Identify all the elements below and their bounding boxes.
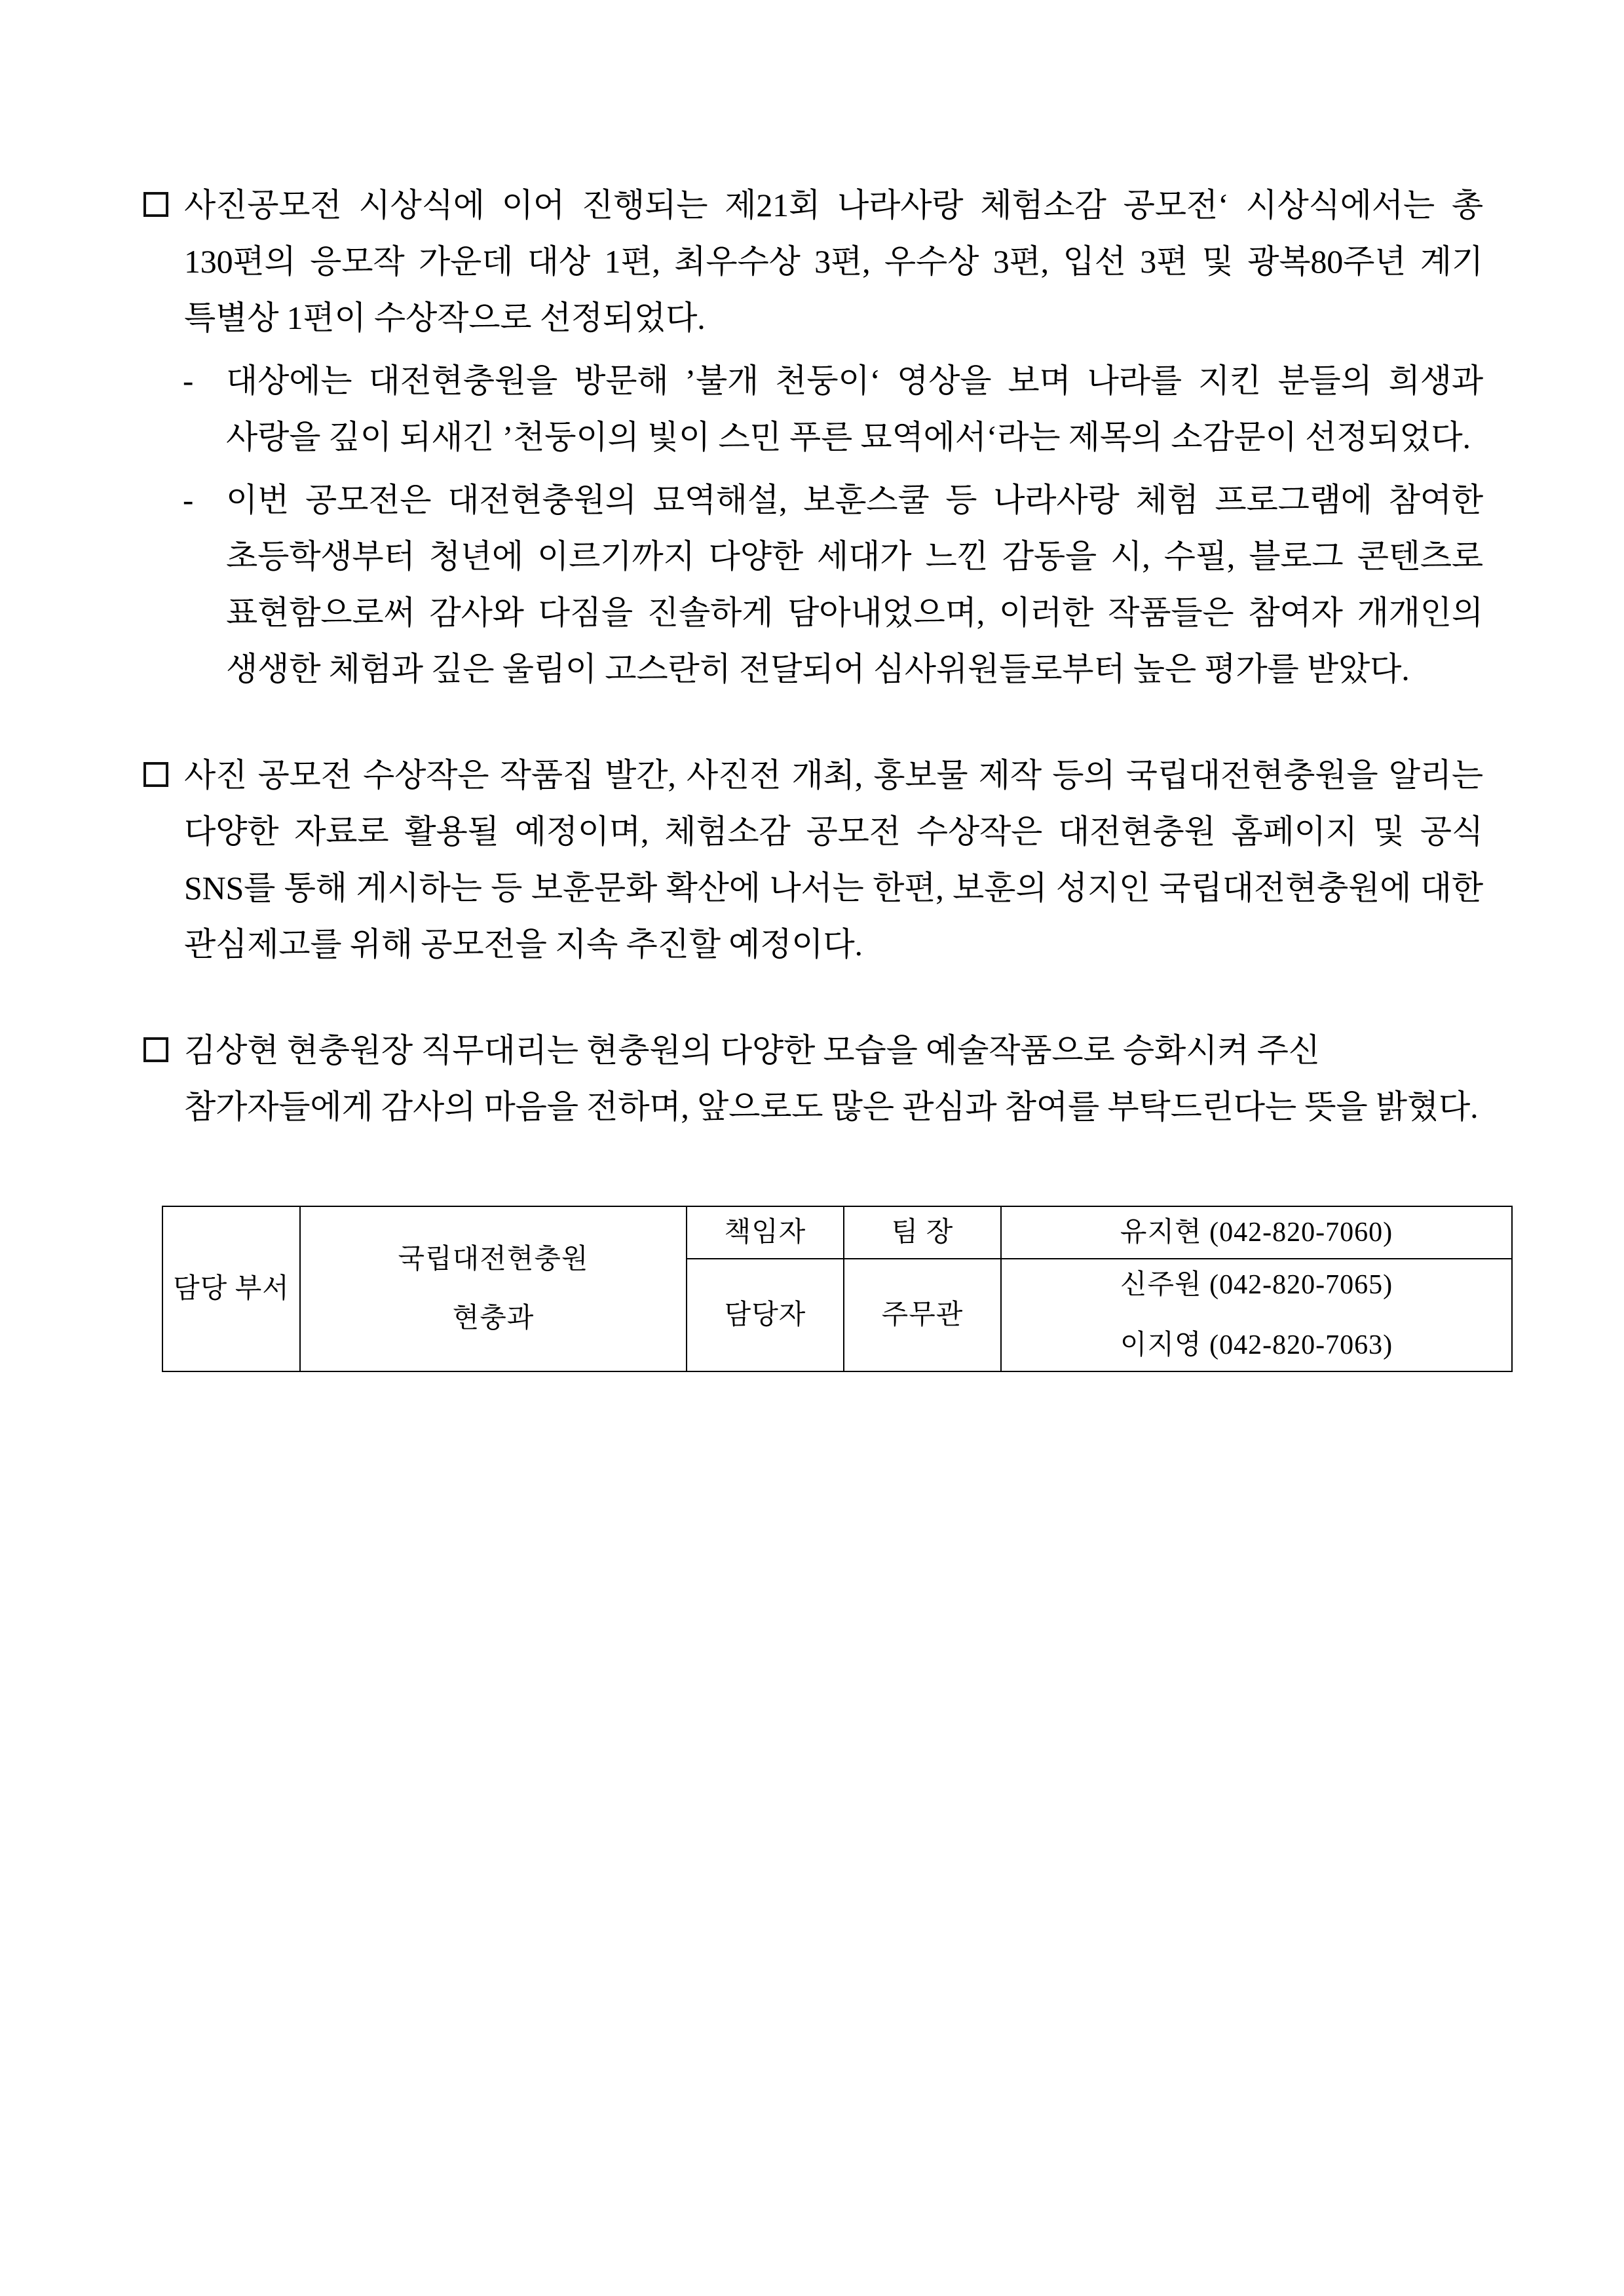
bullet-row (141, 747, 1483, 972)
person-contact: 이지영 (042-820-7063) (1120, 1330, 1393, 1360)
role-cell-staff: 담당자 (687, 1259, 844, 1371)
spacer (141, 972, 1483, 1022)
paragraph-text: 김상현 현충원장 직무대리는 현충원의 다양한 모습을 예술작품으로 승화시켜 주신 참가자들에게 감사의 마음을 전하며, 앞으로도 많은 관심과 참여를 부탁드린다는 뜻을 밝혔다. (184, 1032, 1479, 1125)
spacer (141, 346, 1483, 353)
role-cell-manager: 책임자 (687, 1206, 844, 1259)
title-cell-officer: 주무관 (844, 1259, 1001, 1371)
contact-table-wrapper (141, 1206, 1483, 1372)
dash-bullet-icon: - (183, 482, 194, 518)
paragraph-text: 사진공모전 시상식에 이어 진행되는 제21회 나라사랑 체험소감 공모전‘ 시상식에서는 총 130편의 응모작 가운데 대상 1편, 최우수상 3편, 우수상 3편, 입선 3편 및 광복80주년 계기 특별상 1편이 수상작으로 선정되었다. (184, 187, 1483, 336)
square-bullet-icon (141, 747, 175, 803)
square-bullet-icon (141, 1022, 175, 1079)
square-bullet-icon (141, 177, 175, 233)
dash-bullet-icon: - (183, 362, 194, 398)
person-cell-manager (1001, 1206, 1512, 1259)
sub-bullet-block-2 (183, 472, 1483, 697)
bullet-row (141, 177, 1483, 346)
dept-label-cell: 담당 부서 (162, 1206, 300, 1371)
title-cell-team-leader: 팀 장 (844, 1206, 1001, 1259)
bullet-block-3 (141, 1022, 1483, 1135)
contact-table (162, 1206, 1513, 1372)
bullet-block-2 (141, 747, 1483, 972)
dept-name-line-1: 국립대전현충원 (398, 1244, 589, 1274)
person-contact: 유지현 (042-820-7060) (1120, 1217, 1393, 1248)
paragraph-text: 이번 공모전은 대전현충원의 묘역해설, 보훈스쿨 등 나라사랑 체험 프로그램에 참여한 초등학생부터 청년에 이르기까지 다양한 세대가 느낀 감동을 시, 수필, 블로그 콘텐츠로 표현함으로써 감사와 다짐을 진솔하게 담아내었으며, 이러한 작품들은 참여자 개개인의 생생한 체험과 깊은 울림이 고스란히 전달되어 심사위원들로부터 높은 평가를 받았다. (226, 482, 1483, 687)
paragraph-text: 사진 공모전 수상작은 작품집 발간, 사진전 개최, 홍보물 제작 등의 국립대전현충원을 알리는 다양한 자료로 활용될 예정이며, 체험소감 공모전 수상작은 대전현충원 홈페이지 및 공식 SNS를 통해 게시하는 등 보훈문화 확산에 나서는 한편, 보훈의 성지인 국립대전현충원에 대한 관심제고를 위해 공모전을 지속 추진할 예정이다. (184, 757, 1483, 963)
person-contact: 신주원 (042-820-7065) (1120, 1270, 1393, 1300)
spacer (141, 697, 1483, 747)
spacer (141, 465, 1483, 472)
person-cell-staff (1001, 1259, 1512, 1371)
paragraph-text: 대상에는 대전현충원을 방문해 ’불개 천둥이‘ 영상을 보며 나라를 지킨 분들의 희생과 사랑을 깊이 되새긴 ’천둥이의 빛이 스민 푸른 묘역에서‘라는 제목의 소감문이 선정되었다. (226, 362, 1483, 455)
bullet-row (141, 1022, 1483, 1135)
bullet-row (183, 472, 1483, 697)
dept-name-cell (300, 1206, 687, 1371)
dept-name-line-2: 현충과 (452, 1303, 535, 1333)
sub-bullet-block-1 (183, 353, 1483, 465)
bullet-block-1 (141, 177, 1483, 346)
table-row (162, 1206, 1512, 1259)
bullet-row (183, 353, 1483, 465)
